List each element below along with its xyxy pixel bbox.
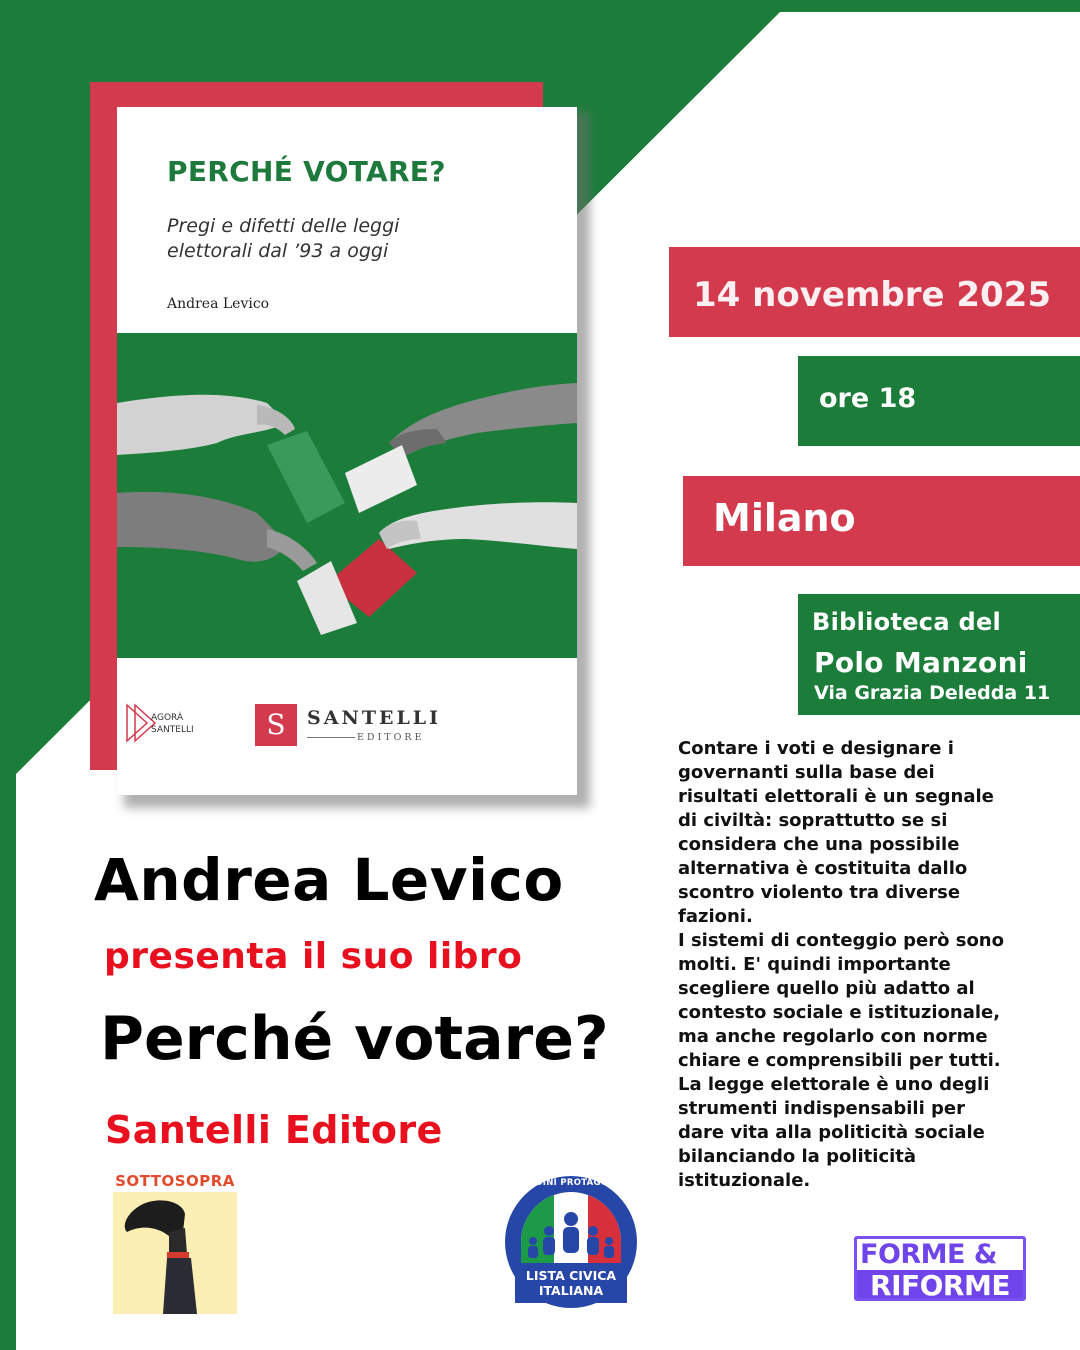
book-cover-subtitle-line: Pregi e difetti delle leggi [167,215,400,237]
forme-riforme-logo [854,1236,1026,1301]
description-line: I sistemi di conteggio però sono [678,930,1004,951]
description-line: di civiltà: soprattutto se si [678,810,948,831]
forme-riforme-line1: FORME & [860,1239,997,1270]
description-line: strumenti indispensabili per [678,1098,965,1119]
voting-hands-illustration [117,333,577,658]
event-time: ore 18 [819,383,917,414]
santelli-logo-name: SANTELLI [307,707,442,729]
santelli-logo-rule [307,737,355,738]
sottosopra-leg-icon [113,1192,237,1314]
event-date-box [669,247,1080,337]
forme-riforme-line2: RIFORME [857,1270,1023,1301]
book-cover [117,107,577,795]
event-date: 14 novembre 2025 [693,275,1051,315]
description-line: bilanciando la politicità [678,1146,917,1167]
description-line: chiare e comprensibili per tutti. [678,1050,1001,1071]
description-line: governanti sulla base dei [678,762,935,783]
description-line: istituzionale. [678,1170,811,1191]
event-venue-line2: Polo Manzoni [814,646,1028,679]
publisher-name: Santelli Editore [105,1108,443,1152]
event-time-box [798,356,1080,446]
lista-civica-ring-text: CITTADINI PROTAGONISTI [506,1178,636,1188]
book-cover-subtitle [167,214,547,264]
description-line: Contare i voti e designare i [678,738,954,759]
description-line: dare vita alla politicità sociale [678,1122,985,1143]
event-venue-box [798,594,1080,715]
event-venue-line1: Biblioteca del [812,608,1002,636]
sottosopra-label: SOTTOSOPRA [115,1172,235,1190]
description-line: ma anche regolarlo con norme [678,1026,988,1047]
agora-imprint-line: SANTELLI [151,725,194,735]
author-name: Andrea Levico [94,846,564,914]
santelli-logo-icon: S [255,704,297,746]
description-line: molti. E' quindi importante [678,954,951,975]
event-city-box [683,476,1080,566]
description-line: fazioni. [678,906,753,927]
description-line: La legge elettorale è uno degli [678,1074,990,1095]
book-cover-title: PERCHÉ VOTARE? [167,155,446,188]
book-cover-subtitle-line: elettorali dal ’93 a oggi [167,240,389,262]
event-description [678,737,1070,1193]
lista-civica-logo [501,1175,641,1309]
agora-imprint [151,712,194,736]
lista-civica-label [501,1268,641,1298]
description-line: considera che una possibile [678,834,960,855]
book-cover-author: Andrea Levico [167,296,270,312]
book-cover-illustration [117,333,577,658]
event-city: Milano [713,496,856,540]
presents-text: presenta il suo libro [104,936,523,977]
description-line: scontro violento tra diverse [678,882,961,903]
santelli-logo-sub: EDITORE [357,732,425,743]
lista-civica-label-line: LISTA CIVICA [525,1268,617,1283]
description-line: risultati elettorali è un segnale [678,786,994,807]
description-line: scegliere quello più adatto al [678,978,975,999]
description-line: contesto sociale e istituzionale, [678,1002,1001,1023]
agora-imprint-line: AGORÀ [151,713,184,723]
event-address: Via Grazia Deledda 11 [814,682,1051,704]
sottosopra-logo [113,1172,237,1314]
book-title: Perché votare? [100,1004,609,1074]
lista-civica-label-line: ITALIANA [538,1283,604,1298]
description-line: alternativa è costituita dallo [678,858,968,879]
